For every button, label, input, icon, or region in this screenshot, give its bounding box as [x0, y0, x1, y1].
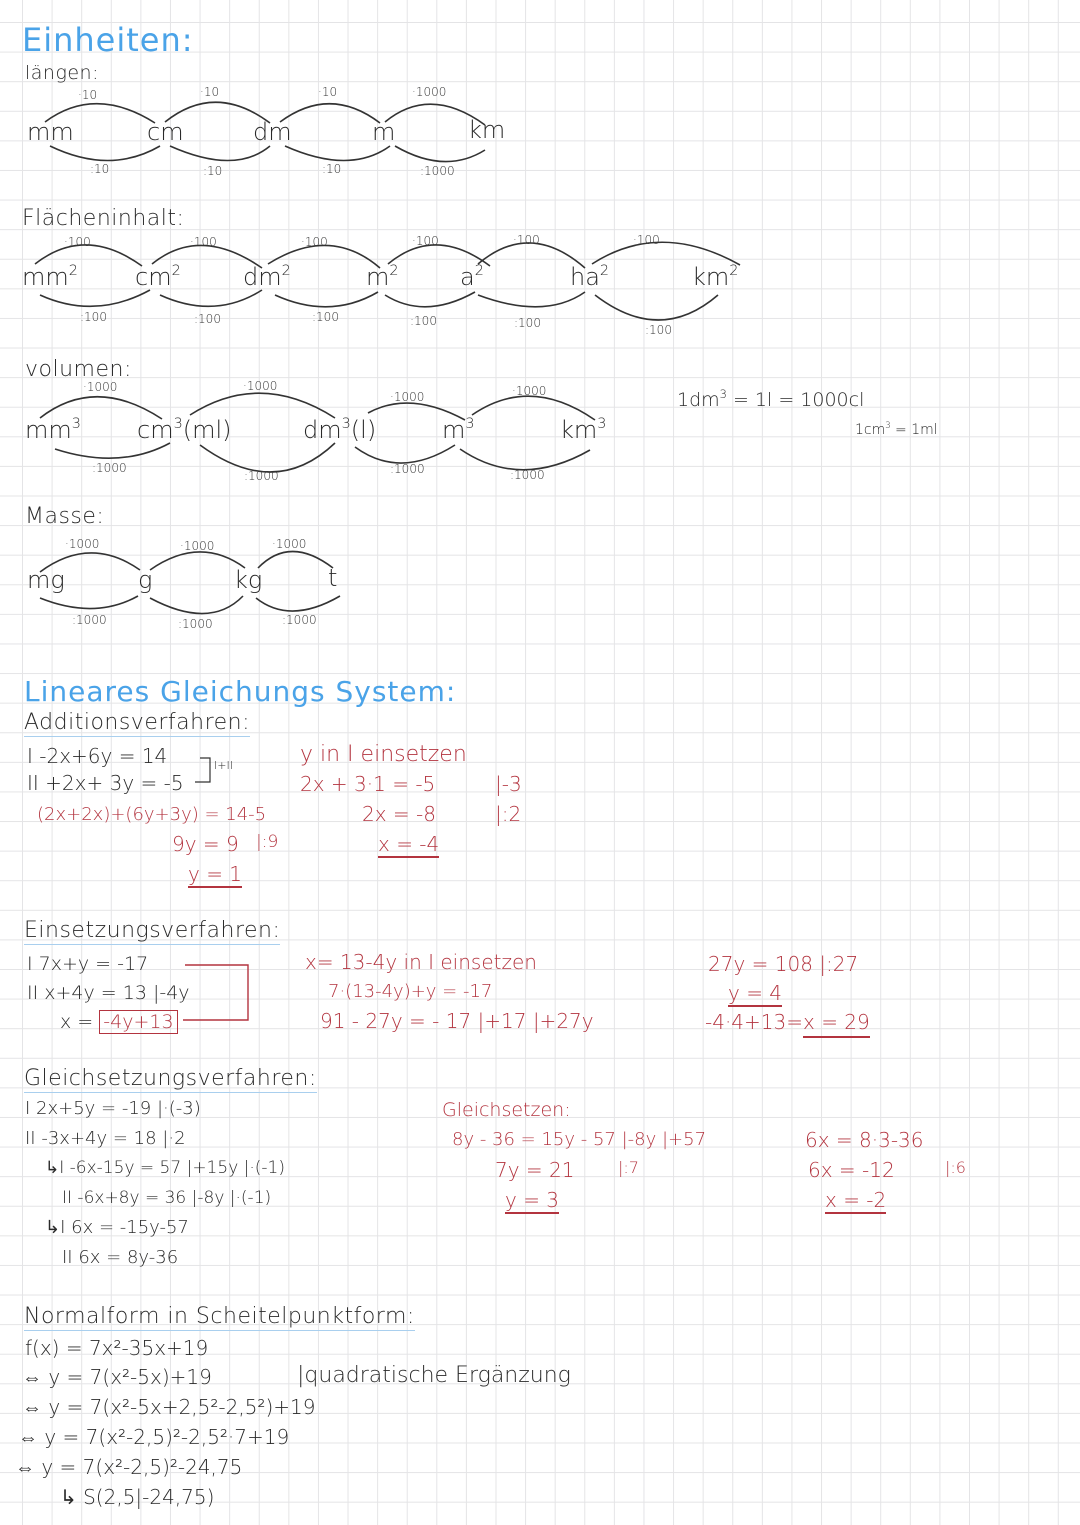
operation-note: |:9 — [256, 832, 279, 852]
vertex-result: ↳ S(2,5|-24,75) — [60, 1485, 215, 1509]
addition-step: (2x+2x)+(6y+3y) = 14-5 — [37, 804, 267, 825]
equation-line: ⇔ y = 7(x²-2,5)²-2,5²·7+19 — [18, 1425, 290, 1449]
equation-line: ⇔ y = 7(x²-5x)+19 — [22, 1365, 212, 1389]
factor-label: ·100 — [633, 233, 660, 247]
factor-label: ·100 — [64, 235, 91, 249]
unit-cm2: $cm^2$ — [135, 262, 181, 291]
einsetzung-result: 27y = 108 |:27 — [708, 952, 859, 976]
equation-I: I -2x+6y = 14 — [27, 744, 168, 768]
unit-dm: dm — [253, 118, 292, 146]
factor-label: :100 — [410, 314, 437, 328]
operation-note: |-3 — [495, 772, 522, 796]
unit-cm: cm — [147, 118, 184, 146]
factor-label: ·10 — [78, 88, 98, 102]
equation-II: II x+4y = 13 |-4y — [27, 982, 190, 1004]
operation-note: |:7 — [618, 1158, 639, 1177]
operation-note: |:6 — [945, 1158, 966, 1177]
factor-label: :100 — [514, 316, 541, 330]
result-x: x = -4 — [378, 832, 440, 856]
equation-line: ⇔ y = 7(x²-2,5)²-24,75 — [15, 1455, 243, 1479]
factor-label: :1000 — [72, 613, 107, 627]
factor-label: :100 — [194, 312, 221, 326]
unit-t: t — [328, 564, 338, 592]
result-y: y = 3 — [505, 1188, 560, 1212]
unit-km2: $km^2$ — [692, 262, 739, 291]
factor-label: ·1000 — [83, 380, 118, 394]
unit-ha2: $ha^2$ — [570, 262, 610, 291]
unit-m: m — [372, 118, 396, 146]
factor-label: :10 — [203, 164, 223, 178]
factor-label: ·1000 — [390, 390, 425, 404]
factor-label: ·10 — [200, 85, 220, 99]
factor-label: ·100 — [190, 235, 217, 249]
unit-m2: $m^2$ — [366, 262, 399, 291]
factor-label: :1000 — [390, 462, 425, 476]
factor-label: ·100 — [412, 234, 439, 248]
section-lgs-title: Lineares Gleichungs System: — [24, 675, 457, 708]
factor-label: ·100 — [301, 235, 328, 249]
factor-label: ·1000 — [272, 537, 307, 551]
section-masse-title: Masse: — [25, 504, 105, 529]
factor-label: :1000 — [282, 613, 317, 627]
substitution-step: 2x + 3·1 = -5 — [300, 772, 436, 796]
gleichsetzungs-title: Gleichsetzungsverfahren: — [24, 1066, 317, 1091]
factor-label: :1000 — [420, 164, 455, 178]
bracket-label: I+II — [214, 759, 233, 772]
factor-label: ·1000 — [412, 85, 447, 99]
gleichsetzen-x-step: 6x = -12 — [808, 1158, 895, 1182]
unit-m3: $m^3$ — [442, 415, 475, 444]
volume-note-2: $1cm^3 = 1ml$ — [855, 420, 938, 438]
unit-mg: mg — [27, 566, 65, 594]
equation-step: II 6x = 8y-36 — [62, 1247, 179, 1268]
factor-label: :1000 — [244, 469, 279, 483]
result-x: x = -2 — [825, 1188, 887, 1212]
einsetzung-step: 7·(13-4y)+y = -17 — [328, 981, 493, 1002]
equation-step: ↳I -6x-15y = 57 |+15y |·(-1) — [45, 1158, 286, 1178]
unit-g: g — [138, 566, 153, 594]
gleichsetzen-x-step: 6x = 8·3-36 — [805, 1128, 924, 1152]
equation-line: f(x) = 7x²-35x+19 — [25, 1336, 209, 1360]
factor-label: ·1000 — [180, 539, 215, 553]
equation-line: ⇔ y = 7(x²-5x+2,5²-2,5²)+19 — [22, 1395, 316, 1419]
unit-km3: $km^3$ — [560, 415, 607, 444]
factor-label: ·10 — [318, 85, 338, 99]
factor-label: ·1000 — [243, 379, 278, 393]
section-laengen-title: längen: — [25, 62, 99, 84]
factor-label: :1000 — [510, 468, 545, 482]
gleichsetzen-step: 7y = 21 — [495, 1158, 575, 1182]
unit-km: km — [468, 116, 506, 144]
equation-II: II +2x+ 3y = -5 — [27, 771, 184, 795]
unit-a2: $a^2$ — [460, 262, 484, 291]
equation-II: II -3x+4y = 18 |·2 — [25, 1128, 186, 1149]
gleichsetzen-title: Gleichsetzen: — [442, 1099, 571, 1121]
unit-dm2: $dm^2$ — [243, 262, 291, 291]
einsetzung-step: x= 13-4y in I einsetzen — [305, 950, 537, 974]
unit-mm: mm — [27, 118, 74, 146]
operation-note: |:2 — [495, 802, 522, 826]
unit-kg: kg — [234, 566, 263, 594]
factor-label: :10 — [90, 162, 110, 176]
equation-note: |quadratische Ergänzung — [297, 1363, 571, 1388]
result-x: -4·4+13=x = 29 — [705, 1012, 870, 1032]
section-volumen-title: volumen: — [25, 357, 132, 382]
additions-title: Additionsverfahren: — [24, 710, 251, 735]
equation-step: II -6x+8y = 36 |-8y |·(-1) — [62, 1188, 272, 1208]
einsetzungs-title: Einsetzungsverfahren: — [24, 918, 281, 943]
addition-step: 9y = 9 — [172, 832, 239, 856]
equation-step: ↳I 6x = -15y-57 — [45, 1217, 189, 1238]
factor-label: :100 — [312, 310, 339, 324]
equation-I: I 2x+5y = -19 |·(-3) — [25, 1098, 201, 1119]
einsetzung-step: 91 - 27y = - 17 |+17 |+27y — [320, 1009, 594, 1033]
factor-label: :1000 — [92, 461, 127, 475]
section-flaeche-title: Flächeninhalt: — [22, 206, 185, 231]
factor-label: :10 — [322, 162, 342, 176]
factor-label: :100 — [80, 310, 107, 324]
gleichsetzen-step: 8y - 36 = 15y - 57 |-8y |+57 — [452, 1129, 707, 1150]
substitution-title: y in I einsetzen — [300, 742, 467, 767]
unit-cm3: $cm^3(ml)$ — [137, 415, 232, 444]
volume-note-1: $1dm^3 = 1l = 1000cl$ — [677, 387, 865, 411]
factor-label: ·1000 — [512, 384, 547, 398]
factor-label: :100 — [645, 323, 672, 337]
substitution-step: 2x = -8 — [362, 802, 436, 826]
result-y: y = 1 — [188, 862, 243, 886]
equation-x: x = -4y+13 — [60, 1013, 178, 1032]
equation-I: I 7x+y = -17 — [27, 953, 149, 975]
factor-label: ·1000 — [65, 537, 100, 551]
scheitel-title: Normalform in Scheitelpunktform: — [24, 1304, 415, 1329]
unit-mm2: $mm^2$ — [22, 262, 78, 291]
unit-mm3: $mm^3$ — [25, 415, 81, 444]
result-y: y = 4 — [728, 981, 783, 1005]
unit-dm3: $dm^3(l)$ — [303, 415, 377, 444]
page-title: Einheiten: — [22, 21, 194, 59]
factor-label: :1000 — [178, 617, 213, 631]
factor-label: ·100 — [513, 233, 540, 247]
